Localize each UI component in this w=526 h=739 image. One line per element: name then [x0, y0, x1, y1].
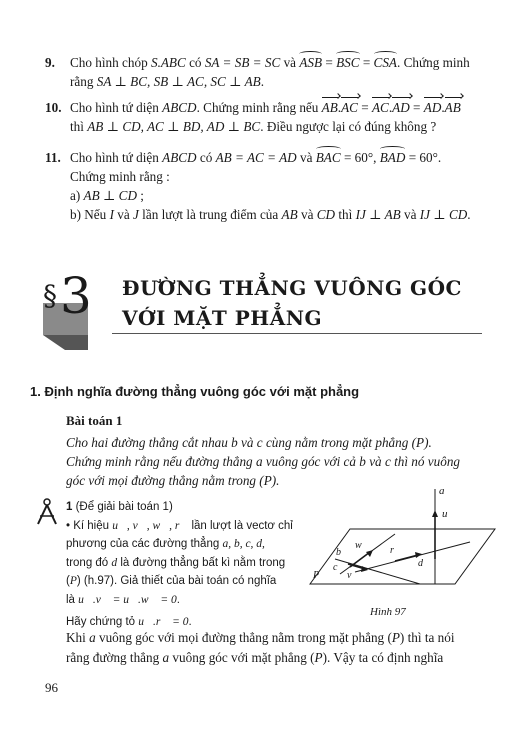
section-title-line1: ĐƯỜNG THẲNG VUÔNG GÓC — [122, 276, 462, 300]
exercise-number: 9. — [45, 55, 55, 70]
label-a: a — [439, 485, 445, 497]
section-underline — [112, 333, 482, 334]
exercise-text: Cho hình tứ diện ABCD có AB = AC = AD và BAC = 60°, BAD = 60°. Chứng minh rằng : a) AB ⊥ CD ; b) Nếu I và J lần lượt là trung điểm của AB và CD thì IJ ⊥ AB và IJ ⊥ CD. — [70, 150, 471, 222]
label-v: v⃗ — [347, 570, 360, 581]
label-w: w⃗ — [355, 540, 370, 551]
label-r: r⃗ — [390, 545, 402, 556]
closing-paragraph: Khi a vuông góc với mọi đường thẳng nằm trong mặt phẳng (P) thì ta nói rằng đường thẳng a vuông góc với mặt phẳng (P). Vậy ta có định nghĩa — [66, 630, 455, 665]
section-title-line2: VỚI MẶT PHẲNG — [122, 306, 323, 330]
exercise-number: 10. — [45, 100, 62, 115]
label-d: d — [418, 558, 423, 569]
heading-definition: 1. Định nghĩa đường thẳng vuông góc với mặt phẳng — [30, 384, 360, 399]
exercise-number: 11. — [45, 150, 61, 165]
page-number: 96 — [45, 680, 58, 695]
angle-asb: ASB — [299, 55, 323, 70]
section-badge — [43, 265, 92, 350]
label-u: u⃗ — [442, 508, 457, 520]
problem-title: Bài toán 1 — [66, 413, 123, 428]
section-symbol: § — [43, 279, 57, 312]
vector-ab: AB — [321, 100, 338, 115]
hint-box: 1 (Để giải bài toán 1) • Kí hiệu u⃗, v⃗, w⃗, r⃗ lần lượt là vectơ chỉ phương của các đường thẳng a, b, c, d, trong đó d là đường thẳng bất kì nằm trong (P) (h.97). Giả thiết của bài toán có nghĩa là u⃗.v⃗ = u⃗.w⃗ = 0. Hãy chứng tỏ u⃗.r⃗ = 0. — [66, 501, 293, 628]
figure-97 — [300, 484, 500, 594]
exercise-text: Cho hình chóp S.ABC có SA = SB = SC và ASB = BSC = CSA. Chứng minh rằng SA ⊥ BC, SB ⊥ AC, SC ⊥ AB. — [70, 55, 470, 89]
section-number: 3 — [60, 267, 92, 325]
label-c: c — [333, 562, 338, 573]
label-b: b — [336, 547, 341, 558]
compass-icon — [34, 497, 60, 527]
hint-label: 1 — [66, 501, 73, 513]
figure-caption: Hình 97 — [370, 606, 406, 618]
exercise-text: Cho hình tứ diện ABCD. Chứng minh rằng nếu AB.AC = AC.AD = AD.AB thì AB ⊥ CD, AC ⊥ BD, AD ⊥ BC. Điều ngược lại có đúng không ? — [70, 100, 461, 134]
label-p: P — [313, 570, 320, 581]
problem-text: Cho hai đường thẳng cắt nhau b và c cùng nằm trong mặt phẳng (P). Chứng minh rằng nếu đường thẳng a vuông góc với cả b và c thì nó vuông góc với mọi đường thẳng nằm trong (P). — [66, 435, 461, 488]
